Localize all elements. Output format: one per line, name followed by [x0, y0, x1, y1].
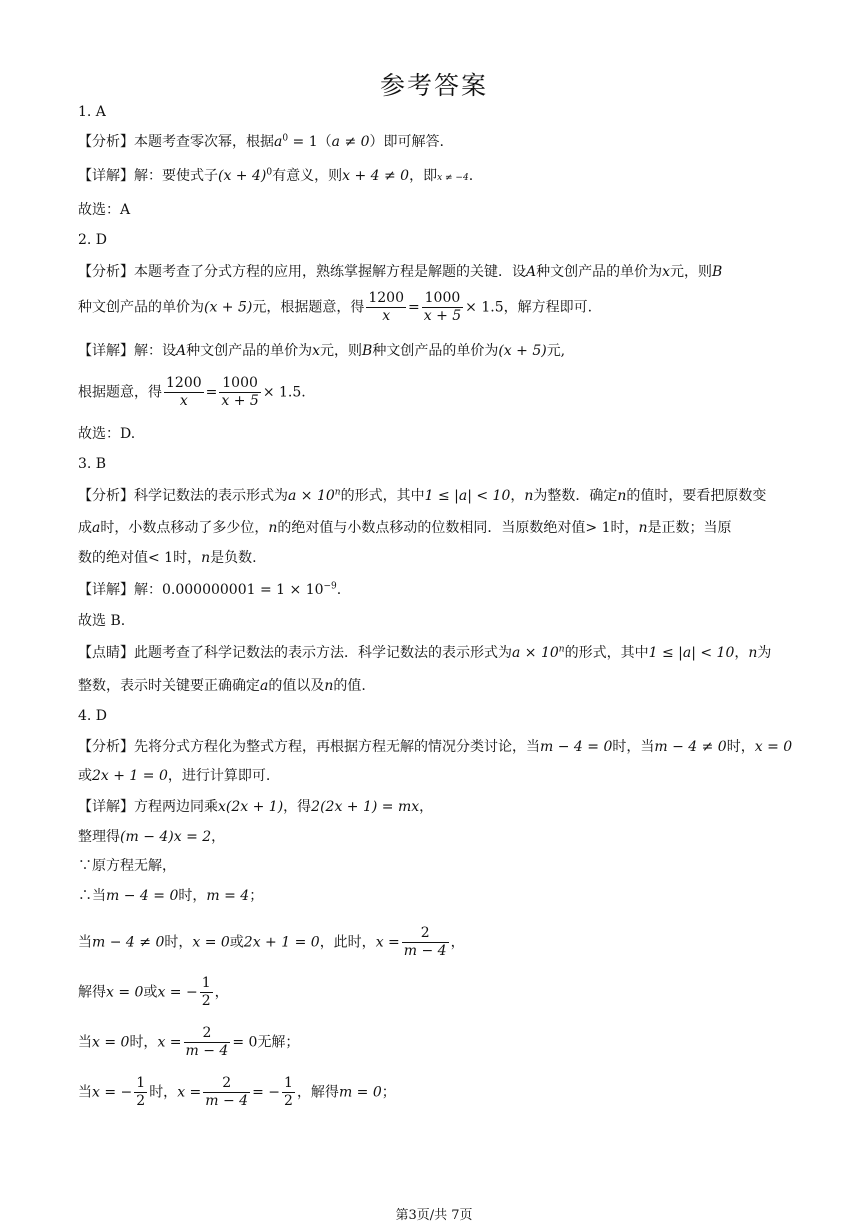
q2-analysis-line2: 种文创产品的单价为(x + 5)元，根据题意，得 $\frac{1200}{x}$ = $\frac{1000}{x + 5}$ × 1.5，解方程即可. — [78, 290, 593, 324]
q1-answer: 1. A — [78, 104, 106, 120]
q4-detail-line5: 当m − 4 ≠ 0时，x = 0或2x + 1 = 0，此时，x = $\frac{2}{m - 4}$ ， — [78, 925, 465, 959]
page-title: 参考答案 — [379, 71, 488, 100]
q4-detail-line7: 当x = 0时，x = $\frac{2}{m - 4}$ = 0无解； — [78, 1025, 300, 1059]
q3-answer: 3. B — [78, 456, 107, 472]
q3-comment-line2: 整数，表示时关键要正确确定a的值以及n的值. — [78, 678, 366, 694]
q4-detail-line2: 整理得(m − 4)x = 2， — [78, 829, 226, 845]
q3-comment-line1: 【点睛】此题考查了科学记数法的表示方法．科学记数法的表示形式为$a \times 10^n$的形式，其中1 ≤ |a| < 10，n为 — [78, 644, 772, 661]
q2-detail-line1: 【详解】解：设A种文创产品的单价为x元，则B种文创产品的单价为(x + 5)元, — [78, 343, 566, 359]
q4-detail-line8: 当x = − $\frac{1}{2}$ 时，x = $\frac{2}{m - 4}$ = − $\frac{1}{2}$ ，解得m = 0； — [78, 1075, 396, 1109]
q2-detail-line2: 根据题意，得 $\frac{1200}{x}$ = $\frac{1000}{x + 5}$ × 1.5. — [78, 375, 306, 409]
q3-detail: 【详解】解：$0.000000001 = 1 \times 10^{-9}$. — [78, 581, 342, 598]
q2-answer: 2. D — [78, 232, 108, 248]
q3-analysis-line2: 成a时，小数点移动了多少位，n的绝对值与小数点移动的位数相同．当原数绝对值> 1时，n是正数；当原 — [78, 520, 732, 536]
page-footer: 第3页/共 7页 — [395, 1208, 473, 1223]
q4-analysis-line1: 【分析】先将分式方程化为整式方程，再根据方程无解的情况分类讨论，当m − 4 = 0时，当m − 4 ≠ 0时，x = 0 — [78, 739, 793, 755]
q4-detail-line6: 解得x = 0或x = − $\frac{1}{2}$ ， — [78, 975, 229, 1009]
q4-analysis-line2: 或2x + 1 = 0，进行计算即可. — [78, 768, 271, 784]
q3-analysis-line1: 【分析】科学记数法的表示形式为$a \times 10^n$的形式，其中1 ≤ |a| < 10，n为整数．确定n的值时，要看把原数变 — [78, 487, 767, 504]
q1-analysis: 【分析】本题考查零次幂，根据$a^0 = 1(a \ne 0)$即可解答. — [78, 133, 444, 150]
q2-choice: 故选：D. — [78, 426, 136, 442]
q1-detail: 【详解】解：要使式子$(x + 4)^0$有意义，则x + 4 ≠ 0，即x ≠ −4. — [78, 167, 474, 184]
q4-detail-line3: ∵原方程无解， — [78, 858, 176, 874]
q3-choice: 故选 B. — [78, 613, 126, 629]
q4-answer: 4. D — [78, 708, 108, 724]
q4-detail-line1: 【详解】方程两边同乘x(2x + 1)，得2(2x + 1) = mx， — [78, 799, 434, 815]
q4-detail-line4: ∴当m − 4 = 0时，m = 4； — [78, 888, 264, 904]
q3-analysis-line3: 数的绝对值< 1时，n是负数. — [78, 550, 257, 566]
q1-choice: 故选：A — [78, 202, 131, 218]
q2-analysis-line1: 【分析】本题考查了分式方程的应用，熟练掌握解方程是解题的关键．设A种文创产品的单价为x元，则B — [78, 264, 723, 280]
